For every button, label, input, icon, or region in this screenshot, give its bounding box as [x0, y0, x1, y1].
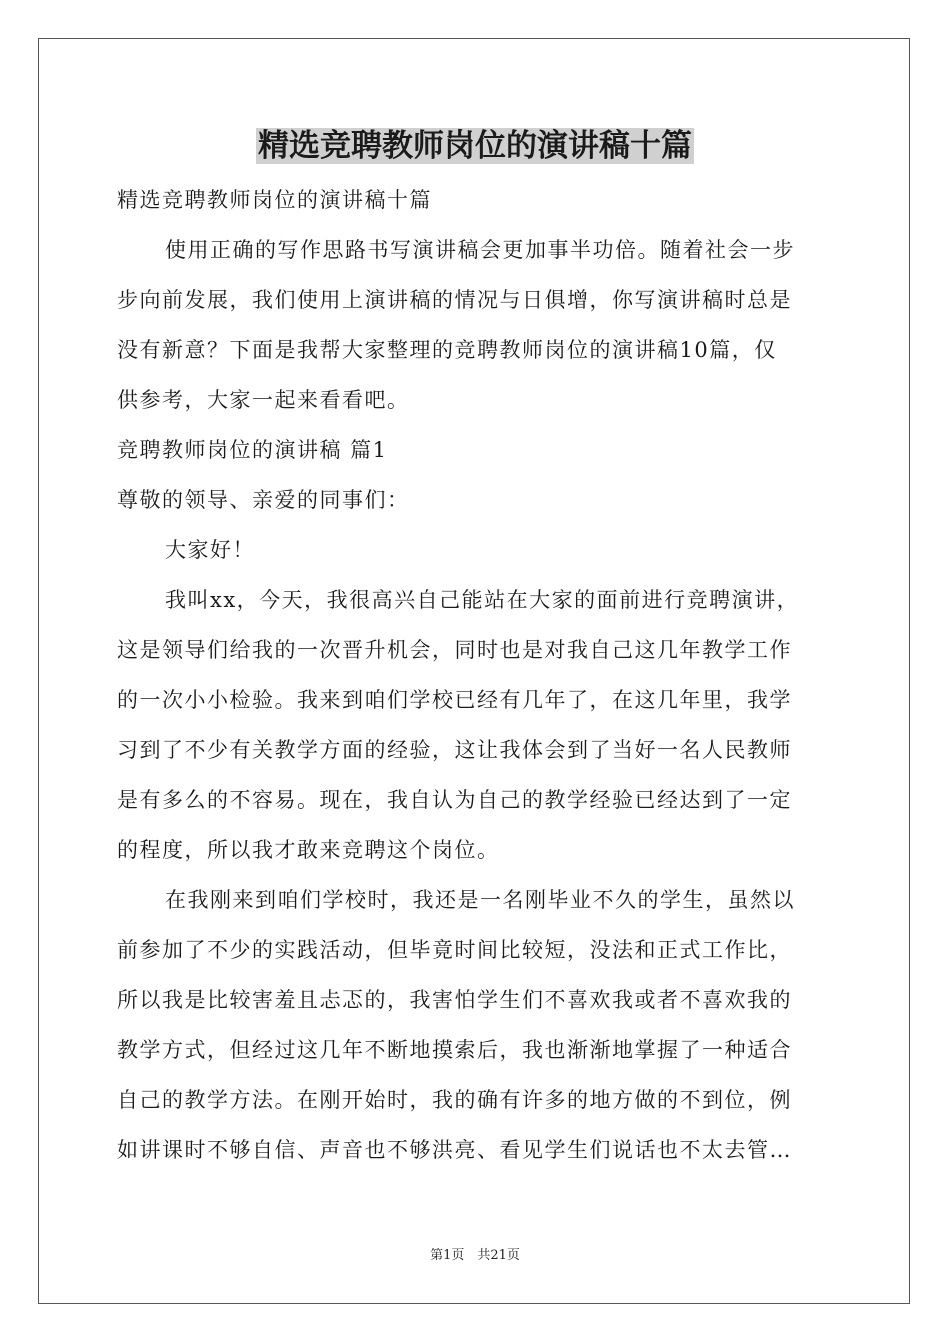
document-subtitle: 精选竞聘教师岗位的演讲稿十篇: [117, 188, 432, 212]
paragraph-line: 教学方式，但经过这几年不断地摸索后，我也渐渐地掌握了一种适合: [117, 1038, 792, 1062]
paragraph-line: 我叫xx，今天，我很高兴自己能站在大家的面前进行竞聘演讲，: [165, 588, 800, 612]
paragraph-line: 习到了不少有关教学方面的经验，这让我体会到了当好一名人民教师: [117, 738, 792, 762]
paragraph-line: 前参加了不少的实践活动，但毕竟时间比较短，没法和正式工作比，: [117, 938, 792, 962]
paragraph-line: 使用正确的写作思路书写演讲稿会更加事半功倍。随着社会一步: [165, 238, 795, 262]
document-title: [0, 126, 950, 166]
paragraph-line: 所以我是比较害羞且忐忑的，我害怕学生们不喜欢我或者不喜欢我的: [117, 988, 792, 1012]
paragraph-line: 自己的教学方法。在刚开始时，我的确有许多的地方做的不到位，例: [117, 1088, 792, 1112]
paragraph-line: 如讲课时不够自信、声音也不够洪亮、看见学生们说话也不太去管…: [117, 1138, 792, 1162]
greeting: 大家好！: [165, 538, 255, 562]
paragraph-line: 的一次小小检验。我来到咱们学校已经有几年了，在这几年里，我学: [117, 688, 792, 712]
section-heading: 竞聘教师岗位的演讲稿 篇1: [117, 438, 388, 462]
paragraph-line: 这是领导们给我的一次晋升机会，同时也是对我自己这几年教学工作: [117, 638, 792, 662]
paragraph-line: 是有多么的不容易。现在，我自认为自己的教学经验已经达到了一定: [117, 788, 792, 812]
paragraph-line: 的程度，所以我才敢来竞聘这个岗位。: [117, 838, 500, 862]
document-title-text: 精选竞聘教师岗位的演讲稿十篇: [258, 128, 692, 164]
salutation: 尊敬的领导、亲爱的同事们：: [117, 488, 410, 512]
paragraph-line: 没有新意？下面是我帮大家整理的竞聘教师岗位的演讲稿10篇，仅: [117, 338, 777, 362]
page-border: [38, 38, 910, 1304]
paragraph-line: 供参考，大家一起来看看吧。: [117, 388, 410, 412]
paragraph-line: 步向前发展，我们使用上演讲稿的情况与日俱增，你写演讲稿时总是: [117, 288, 792, 312]
paragraph-line: 在我刚来到咱们学校时，我还是一名刚毕业不久的学生，虽然以: [165, 888, 795, 912]
page-number: 第1页 共21页: [430, 1248, 520, 1263]
